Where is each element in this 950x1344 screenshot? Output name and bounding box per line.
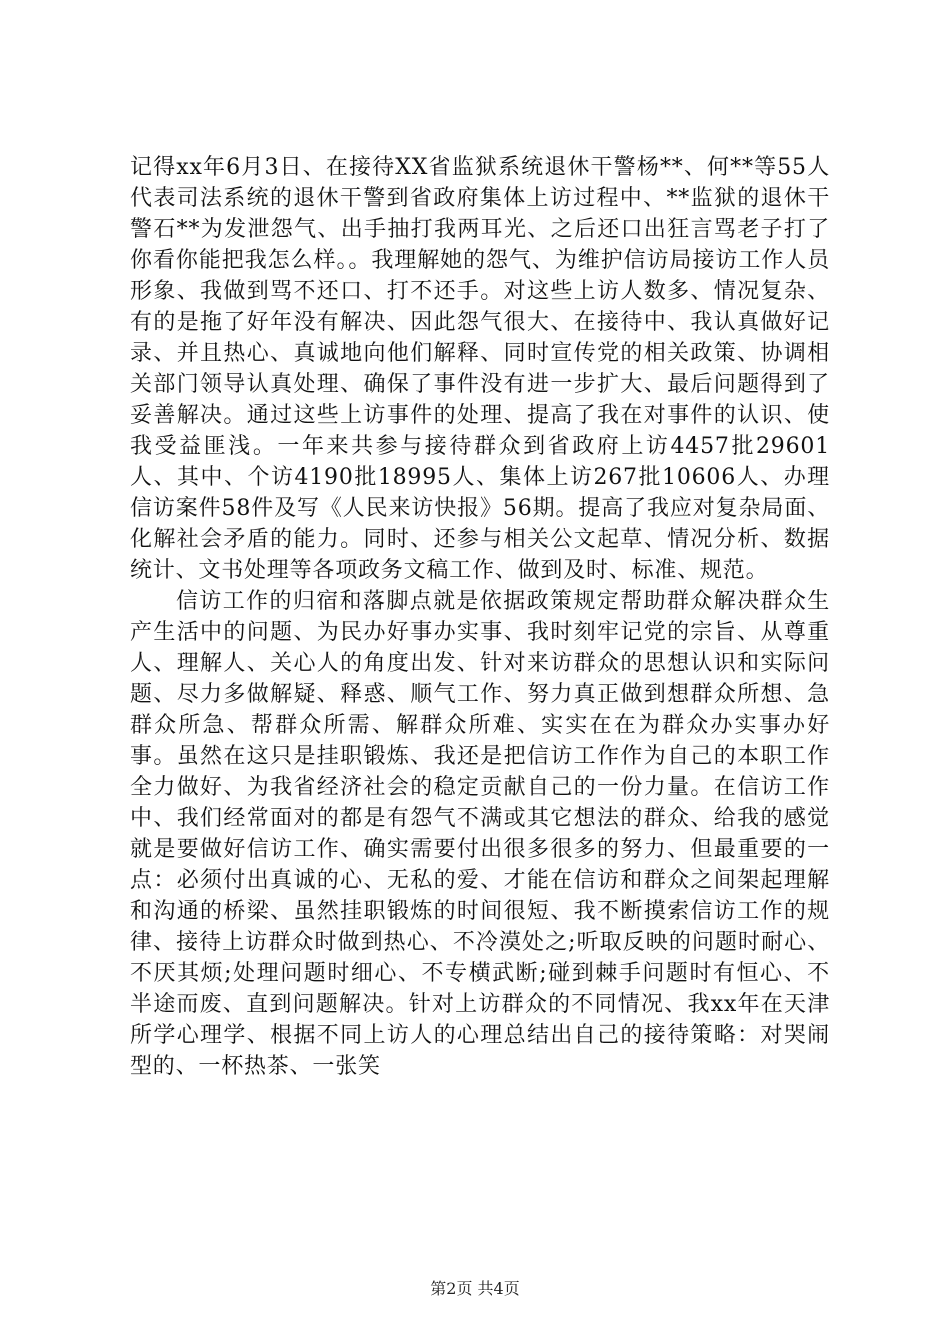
page-footer (0, 1276, 950, 1299)
page-number-label: 第2页 共4页 (430, 1279, 520, 1298)
paragraph-1: 记得xx年6月3日、在接待XX省监狱系统退休干警杨**、何**等55人代表司法系统的退休干警到省政府集体上访过程中、**监狱的退休干警石**为发泄怨气、出手抽打我两耳光、之后还口出狂言骂老子打了你看你能把我怎么样。。我理解她的怨气、为维护信访局接访工作人员形象、我做到骂不还口、打不还手。对这些上访人数多、情况复杂、有的是拖了好年没有解决、因此怨气很大、在接待中、我认真做好记录、并且热心、真诚地向他们解释、同时宣传党的相关政策、协调相关部门领导认真处理、确保了事件没有进一步扩大、最后问题得到了妥善解决。通过这些上访事件的处理、提高了我在对事件的认识、使我受益匪浅。一年来共参与接待群众到省政府上访4457批29601人、其中、个访4190批18995人、集体上访267批10606人、办理信访案件58件及写《人民来访快报》56期。提高了我应对复杂局面、化解社会矛盾的能力。同时、还参与相关公文起草、情况分析、数据统计、文书处理等各项政务文稿工作、做到及时、标准、规范。 (130, 155, 830, 583)
document-body (130, 152, 830, 1082)
paragraph-2: 信访工作的归宿和落脚点就是依据政策规定帮助群众解决群众生产生活中的问题、为民办好事办实事、我时刻牢记党的宗旨、从尊重人、理解人、关心人的角度出发、针对来访群众的思想认识和实际问题、尽力多做解疑、释惑、顺气工作、努力真正做到想群众所想、急群众所急、帮群众所需、解群众所难、实实在在为群众办实事办好事。虽然在这只是挂职锻炼、我还是把信访工作作为自己的本职工作全力做好、为我省经济社会的稳定贡献自己的一份力量。在信访工作中、我们经常面对的都是有怨气不满或其它想法的群众、给我的感觉就是要做好信访工作、确实需要付出很多很多的努力、但最重要的一点：必须付出真诚的心、无私的爱、才能在信访和群众之间架起理解和沟通的桥梁、虽然挂职锻炼的时间很短、我不断摸索信访工作的规律、接待上访群众时做到热心、不冷漠处之;听取反映的问题时耐心、不厌其烦;处理问题时细心、不专横武断;碰到棘手问题时有恒心、不半途而废、直到问题解决。针对上访群众的不同情况、我xx年在天津所学心理学、根据不同上访人的心理总结出自己的接待策略：对哭闹型的、一杯热茶、一张笑 (130, 589, 830, 1079)
